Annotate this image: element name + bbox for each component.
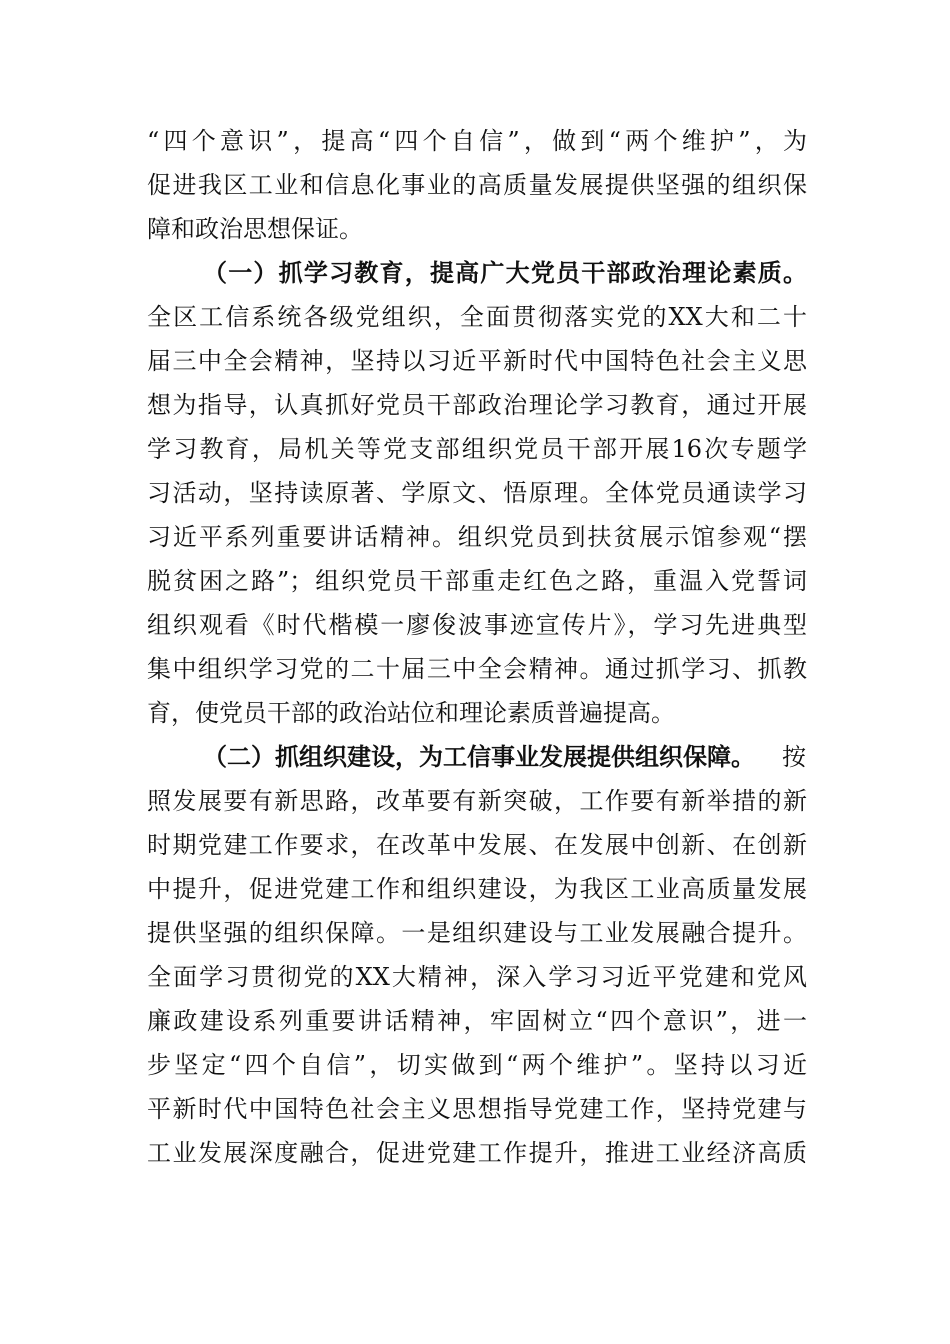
text-line: 障和政治思想保证。 bbox=[147, 215, 363, 243]
text-line: 习活动，坚持读原著、学原文、悟原理。全体党员通读学习 bbox=[147, 479, 807, 507]
text-line: 廉政建设系列重要讲话精神，牢固树立“四个意识”，进一 bbox=[147, 1007, 807, 1035]
text-line: “四个意识”，提高“四个自信”，做到“两个维护”，为 bbox=[147, 127, 807, 155]
text-line: 想为指导，认真抓好党员干部政治理论学习教育，通过开展 bbox=[147, 391, 807, 419]
section-heading-1: （一）抓学习教育，提高广大党员干部政治理论素质。 bbox=[203, 258, 807, 287]
text-line: 组织观看《时代楷模一廖俊波事迹宣传片》，学习先进典型 bbox=[147, 611, 807, 639]
text-line: 促进我区工业和信息化事业的高质量发展提供坚强的组织保 bbox=[147, 171, 807, 199]
text-line: 习近平系列重要讲话精神。组织党员到扶贫展示馆参观“摆 bbox=[147, 523, 807, 551]
text-line: 育，使党员干部的政治站位和理论素质普遍提高。 bbox=[147, 699, 675, 727]
text-line: 学习教育，局机关等党支部组织党员干部开展16次专题学 bbox=[147, 435, 807, 463]
text-line: 届三中全会精神，坚持以习近平新时代中国特色社会主义思 bbox=[147, 347, 807, 375]
text-line: 全区工信系统各级党组织，全面贯彻落实党的XX大和二十 bbox=[147, 303, 807, 331]
text-line: 工业发展深度融合，促进党建工作提升，推进工业经济高质 bbox=[147, 1139, 807, 1167]
text-line: 照发展要有新思路，改革要有新突破，工作要有新举措的新 bbox=[147, 787, 807, 815]
text-line: 中提升，促进党建工作和组织建设，为我区工业高质量发展 bbox=[147, 875, 807, 903]
text-line: 平新时代中国特色社会主义思想指导党建工作，坚持党建与 bbox=[147, 1095, 807, 1123]
text-line: 提供坚强的组织保障。一是组织建设与工业发展融合提升。 bbox=[147, 919, 807, 947]
text-line: 脱贫困之路”；组织党员干部重走红色之路，重温入党誓词 bbox=[147, 567, 807, 595]
text-line: 全面学习贯彻党的XX大精神，深入学习习近平党建和党风 bbox=[147, 963, 807, 991]
text-line: 集中组织学习党的二十届三中全会精神。通过抓学习、抓教 bbox=[147, 655, 807, 683]
text-fragment: 按 bbox=[782, 743, 806, 771]
section-heading-2: （二）抓组织建设，为工信事业发展提供组织保障。 bbox=[203, 742, 755, 771]
text-line: 步坚定“四个自信”，切实做到“两个维护”。坚持以习近 bbox=[147, 1051, 807, 1079]
text-line: 时期党建工作要求，在改革中发展、在发展中创新、在创新 bbox=[147, 831, 807, 859]
